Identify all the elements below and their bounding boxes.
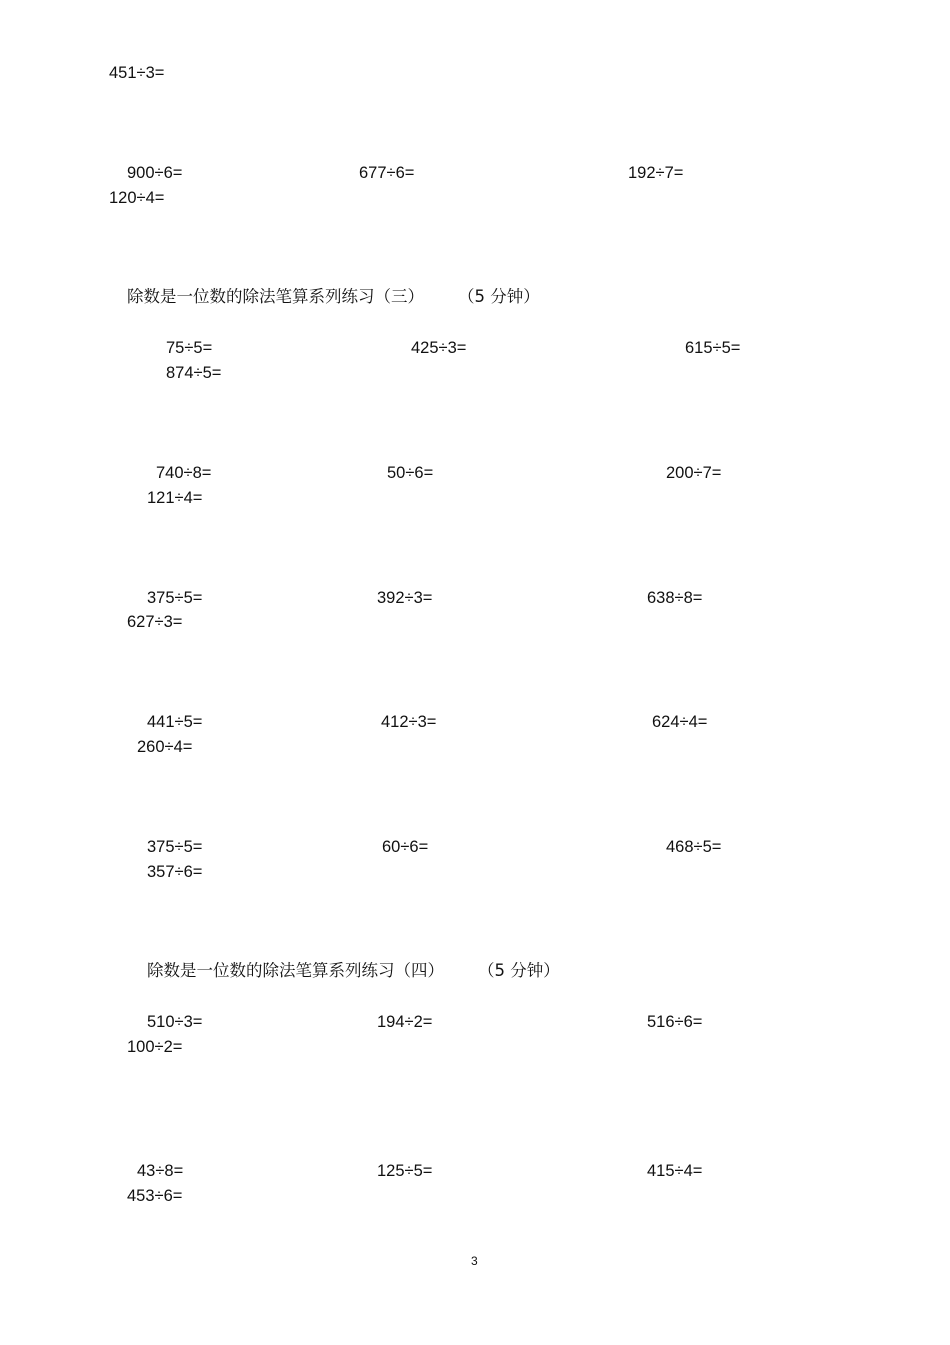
problem: 425÷3= [411,339,467,357]
problem: 125÷5= [377,1162,433,1180]
problem: 357÷6= [147,863,203,881]
problem: 412÷3= [381,713,437,731]
problem: 75÷5= [166,339,213,357]
problem: 260÷4= [137,738,193,756]
section-title: 除数是一位数的除法笔算系列练习（四） [147,961,444,980]
problem: 677÷6= [359,164,415,182]
problem: 453÷6= [127,1187,183,1205]
time-limit: （5 分钟） [478,961,560,980]
problem: 121÷4= [147,489,203,507]
problem: 50÷6= [387,464,434,482]
problem: 392÷3= [377,589,433,607]
problem: 468÷5= [666,838,722,856]
page-number: 3 [471,1254,478,1268]
problem: 451÷3= [109,64,165,82]
problem: 900÷6= [127,164,183,182]
problem: 120÷4= [109,189,165,207]
problem: 638÷8= [647,589,703,607]
problem: 510÷3= [147,1013,203,1031]
problem: 192÷7= [628,164,684,182]
problem: 627÷3= [127,613,183,631]
time-limit: （5 分钟） [458,287,540,306]
problem: 60÷6= [382,838,429,856]
problem: 43÷8= [137,1162,184,1180]
problem: 100÷2= [127,1038,183,1056]
problem: 516÷6= [647,1013,703,1031]
section-title: 除数是一位数的除法笔算系列练习（三） [127,287,424,306]
problem: 200÷7= [666,464,722,482]
problem: 415÷4= [647,1162,703,1180]
problem: 615÷5= [685,339,741,357]
problem: 194÷2= [377,1013,433,1031]
problem: 375÷5= [147,838,203,856]
problem: 441÷5= [147,713,203,731]
problem: 874÷5= [166,364,222,382]
problem: 375÷5= [147,589,203,607]
problem: 624÷4= [652,713,708,731]
problem: 740÷8= [156,464,212,482]
